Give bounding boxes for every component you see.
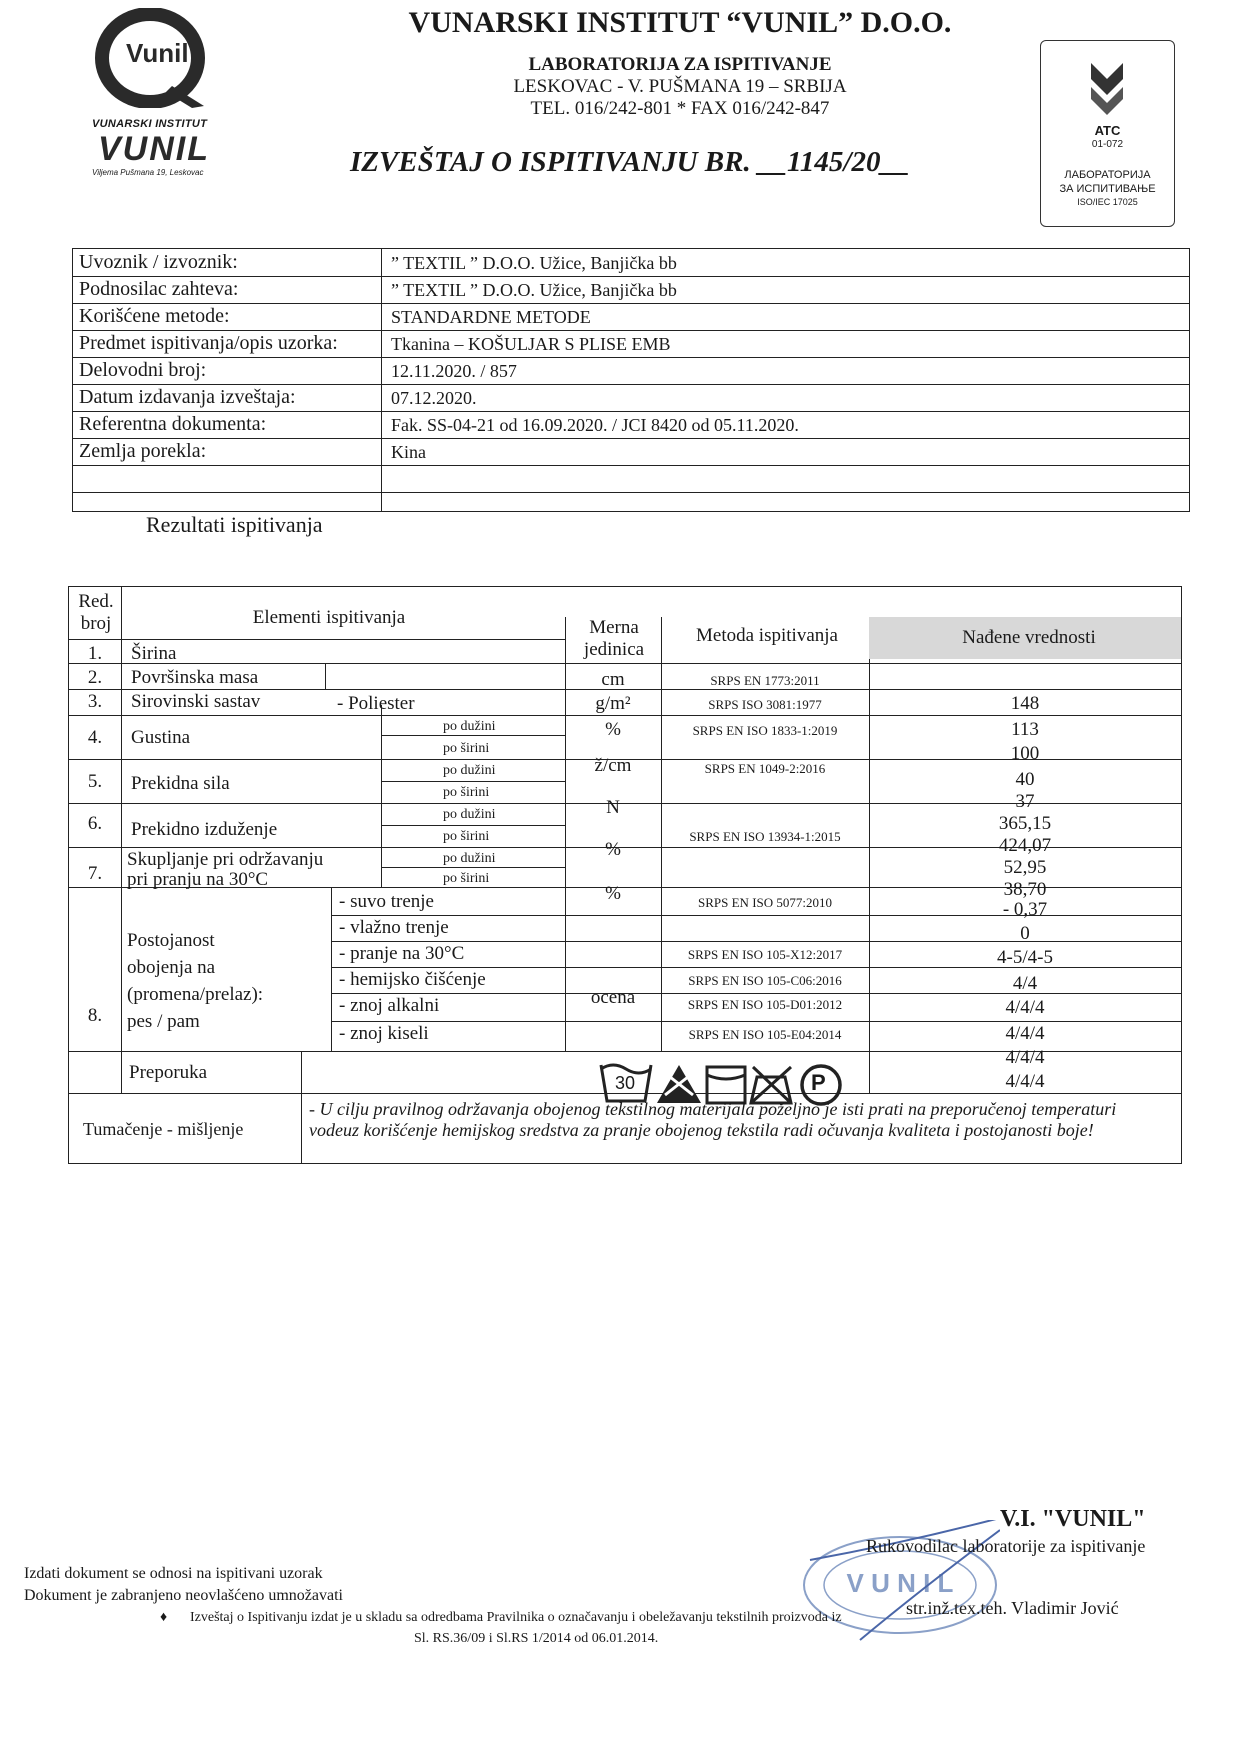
info-label: Zemlja porekla: xyxy=(79,440,207,462)
row-sub: - hemijsko čišćenje xyxy=(339,969,486,990)
row-unit: ž/cm xyxy=(594,755,632,776)
row-method: SRPS EN ISO 105-E04:2014 xyxy=(688,1027,842,1042)
atc-line3: ISO/IEC 17025 xyxy=(1077,197,1138,207)
institute-name: VUNARSKI INSTITUT “VUNIL” D.O.O. xyxy=(408,6,952,39)
info-row xyxy=(73,357,1189,385)
row-unit: cm xyxy=(601,669,625,690)
logo-inner-text: Vunil xyxy=(126,38,189,68)
preporuka-label: Preporuka xyxy=(129,1062,208,1083)
row-method: SRPS EN 1049-2:2016 xyxy=(704,761,826,776)
row-sub: - vlažno trenje xyxy=(339,917,449,938)
logo-brand-text: VUNIL xyxy=(98,130,210,168)
info-row xyxy=(73,411,1189,439)
row-method: SRPS EN ISO 105-X12:2017 xyxy=(687,947,843,962)
signature-role: Rukovodilac laboratorije za ispitivanje xyxy=(866,1536,1146,1556)
row-value: 4-5/4-5 xyxy=(997,947,1053,968)
info-value: ” TEXTIL ” D.O.O. Užice, Banjička bb xyxy=(391,253,677,273)
row-sub: - znoj alkalni xyxy=(339,995,440,1016)
info-row xyxy=(73,303,1189,331)
row-name: Gustina xyxy=(131,727,191,748)
footer-note-1: Izdati dokument se odnosi na ispitivani uzorak xyxy=(24,1565,323,1582)
row-name: Prekidno izduženje xyxy=(131,819,278,840)
info-row xyxy=(73,330,1189,358)
footer-note-3: Izveštaj o Ispitivanju izdat je u skladu sa odredbama Pravilnika o označavanju i obeležavanju tekstilnih proizvoda iz xyxy=(190,1610,842,1625)
row-sub: - Poliester xyxy=(337,693,415,714)
row-sub: - suvo trenje xyxy=(339,891,434,912)
row-no: 6. xyxy=(87,813,103,834)
info-value: ” TEXTIL ” D.O.O. Užice, Banjička bb xyxy=(391,280,677,300)
atc-line1: ЛАБОРАТОРИЈА xyxy=(1064,169,1151,181)
row-value: 4/4/4 xyxy=(1005,997,1045,1018)
row-method: SRPS EN ISO 105-D01:2012 xyxy=(687,997,843,1012)
row-sub: po dužini xyxy=(443,851,496,866)
row-value: 40 xyxy=(1015,769,1035,790)
header-unit: Merna jedinica xyxy=(583,617,645,660)
row-unit: N xyxy=(606,797,620,818)
logo-institute-text: VUNARSKI INSTITUT xyxy=(92,118,208,130)
row-value: 0 xyxy=(1020,923,1030,944)
info-row-empty xyxy=(73,465,1189,493)
row-name: Skupljanje pri održavanju xyxy=(127,849,324,870)
row-name-line: (promena/prelaz): xyxy=(127,984,264,1005)
tumacenje-label: Tumačenje - mišljenje xyxy=(83,1119,244,1139)
row-value: 4/4 xyxy=(1012,973,1038,994)
row-method: SRPS ISO 3081:1977 xyxy=(708,697,822,712)
row-unit: g/m² xyxy=(595,693,631,714)
row-no: 8. xyxy=(87,1005,103,1026)
info-label: Predmet ispitivanja/opis uzorka: xyxy=(79,332,338,354)
row-name: Širina xyxy=(131,643,177,664)
logo-address-text: Viljema Pušmana 19, Leskovac xyxy=(92,168,204,177)
header-value: Nađene vrednosti xyxy=(962,627,1096,648)
row-name-line: Postojanost xyxy=(127,930,215,951)
row-value: 38,70 xyxy=(1003,879,1047,900)
row-value: 37 xyxy=(1015,791,1035,812)
info-value: Fak. SS-04-21 od 16.09.2020. / JCI 8420 od 05.11.2020. xyxy=(391,415,799,435)
row-sub: po širini xyxy=(443,829,490,844)
row-name-line: pes / pam xyxy=(127,1011,200,1032)
report-title: IZVEŠTAJ O ISPITIVANJU BR. __1145/20__ xyxy=(350,146,910,178)
info-label: Delovodni broj: xyxy=(79,359,207,381)
row-sub: - znoj kiseli xyxy=(339,1023,429,1044)
row-sub: po širini xyxy=(443,741,490,756)
row-unit: % xyxy=(605,883,621,904)
care-p-label: P xyxy=(811,1070,826,1095)
row-value: 113 xyxy=(1011,719,1039,740)
info-label: Korišćene metode: xyxy=(79,305,230,327)
info-value: 12.11.2020. / 857 xyxy=(391,361,517,381)
row-sub: po dužini xyxy=(443,807,496,822)
footer-bullet: ♦ xyxy=(160,1610,168,1625)
bleach-triangle-icon xyxy=(657,1065,701,1103)
info-label: Datum izdavanja izveštaja: xyxy=(79,386,296,408)
wash-temp-label: 30 xyxy=(615,1073,636,1093)
row-no: 2. xyxy=(87,667,103,688)
row-method-shared: SRPS EN ISO 13934-1:2015 xyxy=(689,829,841,844)
info-label: Podnosilac zahteva: xyxy=(79,278,239,300)
results-title: Rezultati ispitivanja xyxy=(146,512,323,537)
row-no: 4. xyxy=(87,727,103,748)
lab-phone: TEL. 016/242-801 * FAX 016/242-847 xyxy=(530,98,830,119)
results-table xyxy=(68,586,1182,1164)
row-method: SRPS EN ISO 5077:2010 xyxy=(698,895,832,910)
atc-number: 01-072 xyxy=(1091,139,1124,150)
row-sub: po širini xyxy=(443,871,490,886)
row-no: 5. xyxy=(87,771,103,792)
header-method: Metoda ispitivanja xyxy=(696,625,838,646)
row-sub: po dužini xyxy=(443,763,496,778)
row-unit: % xyxy=(605,839,621,860)
info-value: Kina xyxy=(391,442,426,462)
info-value: STANDARDNE METODE xyxy=(391,307,591,327)
info-row xyxy=(73,249,1189,277)
row-name: Sirovinski sastav xyxy=(131,691,261,712)
info-value: 07.12.2020. xyxy=(391,388,477,408)
iron-crossed-icon xyxy=(751,1067,791,1103)
info-value: Tkanina – KOŠULJAR S PLISE EMB xyxy=(391,334,671,354)
row-name-line: obojenja na xyxy=(127,957,216,978)
row-unit: % xyxy=(605,719,621,740)
row-value: 100 xyxy=(1010,743,1040,764)
info-row xyxy=(73,384,1189,412)
info-row xyxy=(73,276,1189,304)
atc-line2: ЗА ИСПИТИВАЊЕ xyxy=(1059,183,1156,195)
row-name: Površinska masa xyxy=(131,667,259,688)
row-method: SRPS EN ISO 1833-1:2019 xyxy=(692,723,838,738)
info-label: Uvoznik / izvoznik: xyxy=(79,251,238,273)
row-value: 4/4/4 xyxy=(1005,1023,1045,1044)
row-value: 148 xyxy=(1010,693,1040,714)
info-label: Referentna dokumenta: xyxy=(79,413,267,435)
row-value: 4/4/4 xyxy=(1005,1047,1045,1068)
row-name: Prekidna sila xyxy=(131,773,230,794)
row-sub: - pranje na 30°C xyxy=(339,943,465,964)
tumble-dry-square-icon xyxy=(707,1067,745,1103)
atc-code: ATC xyxy=(1094,123,1121,138)
lab-address: LESKOVAC - V. PUŠMANA 19 – SRBIJA xyxy=(513,76,847,97)
row-no: 7. xyxy=(87,863,103,884)
svg-text:V U N I L: V U N I L xyxy=(846,1568,954,1598)
atc-accreditation-box xyxy=(1040,40,1175,227)
footer-note-2: Dokument je zabranjeno neovlašćeno umnožavati xyxy=(24,1587,343,1604)
row-method: SRPS EN ISO 105-C06:2016 xyxy=(688,973,842,988)
info-row xyxy=(73,438,1189,466)
tumacenje-text: - U cilju pravilnog održavanja obojenog tekstilnog materijala poželjno je isti prati na preporučenoj temperaturi vodeuz korišćenje hemijskog sredstva za pranje obojenog tekstila radi očuvanja kvaliteta i postojanosti boje! xyxy=(309,1099,1117,1140)
row-name: pri pranju na 30°C xyxy=(127,869,269,890)
signature-name: str.inž.tex.teh. Vladimir Jović xyxy=(906,1598,1119,1618)
row-value: 4/4/4 xyxy=(1005,1071,1045,1092)
signature-org: V.I. "VUNIL" xyxy=(1000,1506,1146,1532)
row-no: 1. xyxy=(87,643,103,664)
atc-mark-icon xyxy=(1087,59,1127,119)
row-name-block xyxy=(127,927,263,1035)
row-method: SRPS EN 1773:2011 xyxy=(710,673,820,688)
row-value: 365,15 xyxy=(998,813,1052,834)
row-value: 424,07 xyxy=(998,835,1052,856)
row-sub: po širini xyxy=(443,785,490,800)
header-element: Elementi ispitivanja xyxy=(252,607,406,628)
footer-note-4: Sl. RS.36/09 i Sl.RS 1/2014 od 06.01.2014. xyxy=(414,1631,659,1646)
header-no: Red. broj xyxy=(78,591,114,634)
row-value: - 0,37 xyxy=(1002,899,1048,920)
row-no: 3. xyxy=(87,691,103,712)
row-value: 52,95 xyxy=(1003,857,1047,878)
row-sub: po dužini xyxy=(443,719,496,734)
lab-name: LABORATORIJA ZA ISPITIVANJE xyxy=(528,54,832,75)
report-info-table xyxy=(72,248,1190,512)
row-unit: ocena xyxy=(590,987,636,1008)
